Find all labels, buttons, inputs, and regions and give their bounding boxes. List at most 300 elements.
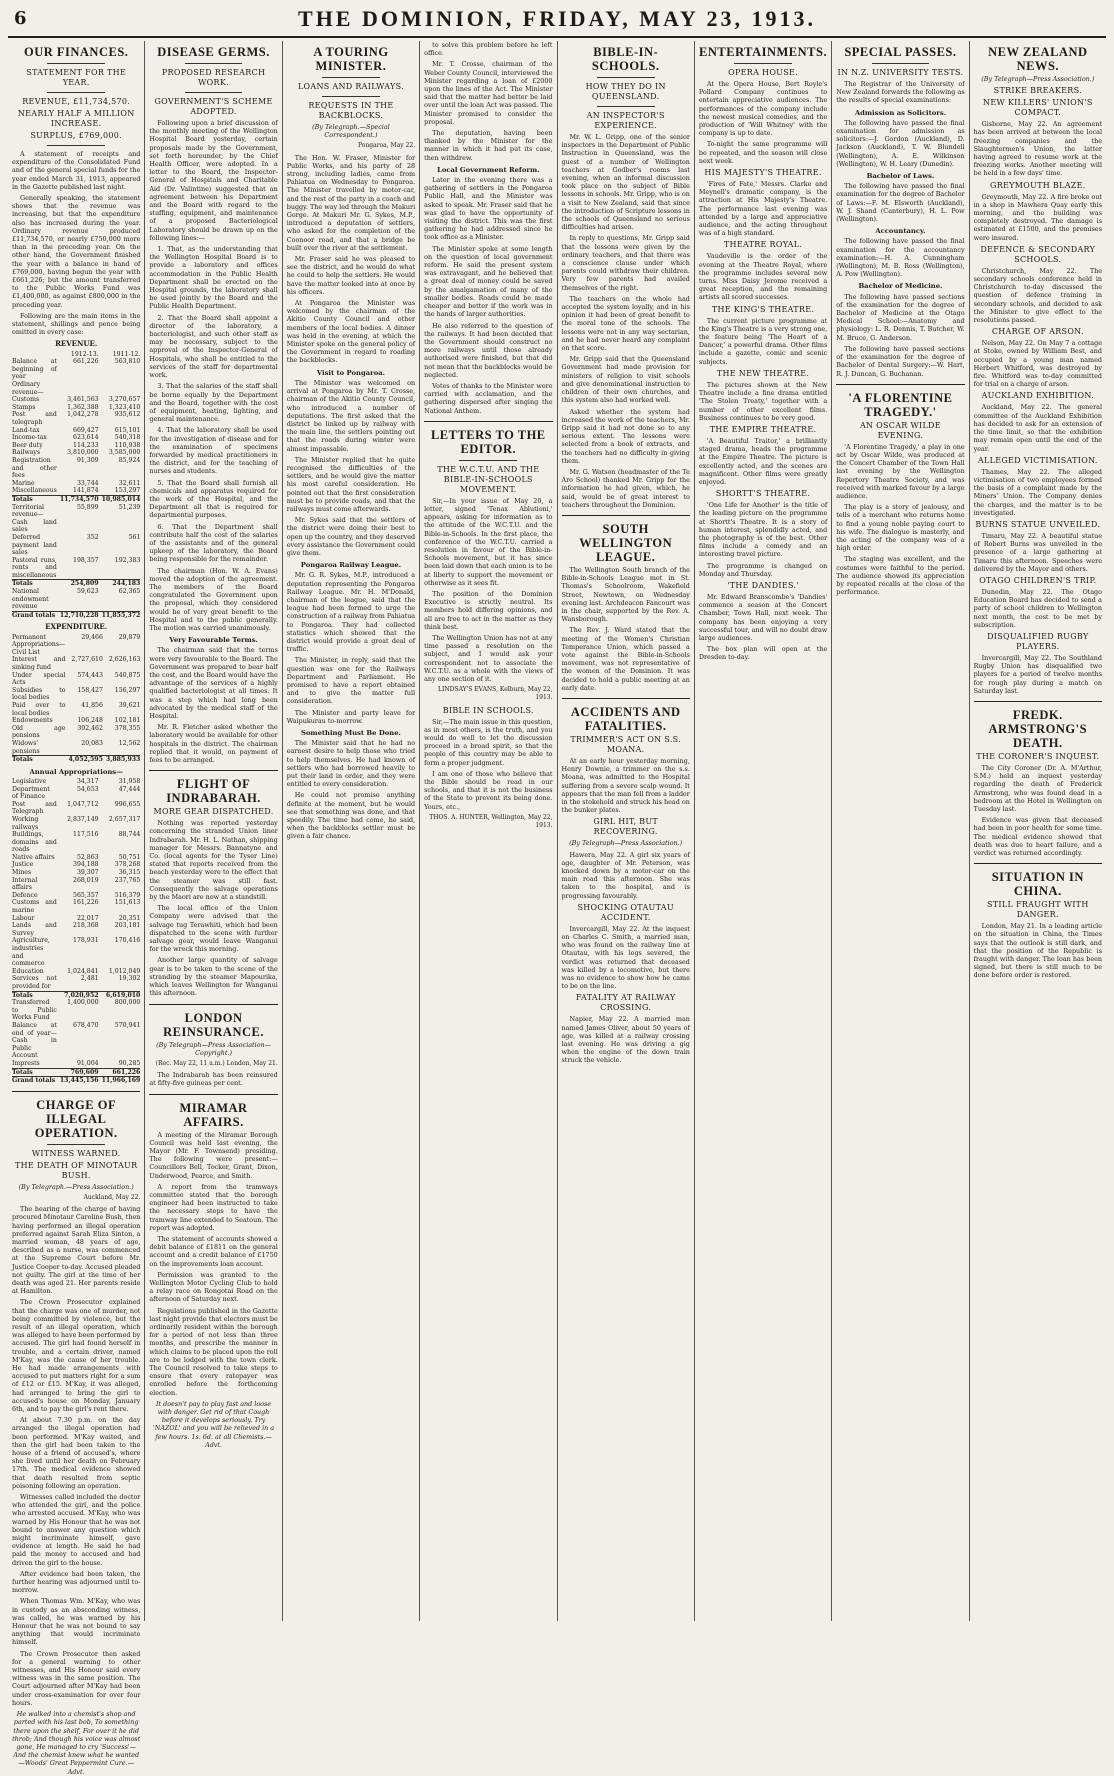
- table-row: [12, 899, 140, 914]
- row-value: 36,315: [118, 869, 141, 877]
- subheading: HIS MAJESTY'S THEATRE.: [704, 168, 822, 178]
- paragraph: The Registrar of the University of New Zealand forwards the following as the results of special examinations:: [836, 80, 965, 105]
- subheading: GIRL HIT, BUT RECOVERING.: [593, 817, 659, 837]
- headline: BIBLE-IN-SCHOOLS.: [591, 45, 660, 73]
- row-label: Legislative: [12, 777, 47, 785]
- row-value: 378,355: [114, 724, 141, 732]
- paragraph: Sir,—The main issue in this question, as in most others, is the truth, and you would do well to let the discussion proceed in a broad spirit, so that the people of this country may be able to form a proper judgment.: [424, 717, 553, 767]
- paragraph: Vaudeville is the order of the evening at the Theatre Royal, where the programme includes several new turns. Miss Daisy Jerome received a great reception, and the remaining artists all scored successes.: [698, 252, 828, 302]
- row-value: 178,931: [73, 937, 99, 945]
- table-row: [12, 854, 140, 862]
- subheading: THE EMPIRE THEATRE.: [709, 424, 817, 434]
- columns: [8, 41, 1106, 1776]
- column-header: 1912-13.: [70, 350, 99, 358]
- headline: SITUATION IN CHINA.: [991, 870, 1084, 899]
- row-value: 90,285: [118, 1059, 141, 1067]
- subheading: DISQUALIFIED RUGBY PLAYERS.: [987, 631, 1089, 651]
- article-body: [149, 1131, 277, 1397]
- subheading: SURPLUS, £769,000.: [30, 131, 123, 140]
- paragraph: The Hon. W. Fraser, Minister for Public Works, and his party of 28 strong, including ladies, came from Pahiatua on Wednesday to Pongaroa. The Minister travelled by motor-car, and the rest of the party in a coach and buggy. The way led through the Makuri Gorge. At Makuri Mr. G. Sykes, M.P., introduced a deputation of settlers, who asked for the completion of the Coonoor road, and that a bridge be built over the river at the settlement.: [286, 153, 416, 252]
- section-title: Admission as Solicitors.: [854, 108, 947, 117]
- row-value: 85,924: [118, 456, 141, 464]
- table-row: [12, 396, 140, 404]
- row-value: 12,710,228: [57, 611, 99, 619]
- row-value: 3,885,933: [103, 756, 140, 764]
- headline: DISEASE GERMS.: [157, 45, 270, 59]
- subheading: 'THE DANDIES.': [727, 580, 799, 590]
- paragraph: The Minister replied that he quite recognised the difficulties of the settlers, and he would give the matter his most careful consideration. He pointed out that the first consideration must be to provide roads, and that the railways must come afterwards.: [286, 455, 416, 513]
- subheading: GOVERNMENT'S SCHEME ADOPTED.: [154, 97, 273, 116]
- row-value: 158,427: [77, 686, 103, 694]
- section-title: Something Must Be Done.: [300, 729, 401, 738]
- article-body: [149, 819, 277, 997]
- article-body: [287, 571, 415, 725]
- article-body: [974, 468, 1102, 517]
- headline: 'A FLORENTINE TRAGEDY.': [848, 390, 953, 419]
- revenue-table: [12, 351, 140, 620]
- row-value: 59,623: [76, 588, 99, 596]
- paragraph: When Thomas Wm. M'Kay, who was in custody as an absconding witness, was called, he was warned by his Honour that he was not bound to say anything that would incriminate himself.: [12, 1597, 141, 1647]
- row-value: 669,427: [73, 426, 99, 434]
- table-row: [12, 534, 140, 557]
- byline: (By Telegraph—Press Association—Copyright.): [156, 1040, 272, 1057]
- paragraph: In reply to questions, Mr. Gripp said that the lessons were given by the ordinary teachers, and that there was a conscience clause under which parents could withdraw their children. Very few parents had availed themselves of the right.: [561, 234, 690, 292]
- paragraph: Mr. Edward Branscombe's 'Dandies' commence a season at the Concert Chamber, Town Hall, next week. The company has been enjoying a very successful tour, and will no doubt draw large audiences.: [698, 592, 828, 642]
- paragraph: The hearing of the charge of having procured Minotaur Caroline Bush, then having performed an illegal operation preferred against Sarah Eliza Sinton, a married woman, 48 years of age, described as a nurse, was commenced at the Supreme Court before Mr. Justice Cooper to-day. Accused pleaded not guilty. The girl at the time of her death was aged 21. Her parents reside at Hamilton.: [12, 1205, 141, 1296]
- headline: CHARGE OF ILLEGAL OPERATION.: [34, 1097, 118, 1140]
- article-body: [836, 182, 964, 223]
- subheading: NEARLY HALF A MILLION INCREASE.: [17, 109, 135, 128]
- row-value: 394,188: [73, 861, 99, 869]
- paragraph: The statement of accounts showed a debit balance of £1811 on the general account and a credit balance of £1750 on the improvements loan account.: [149, 1234, 278, 1268]
- row-label: Railways: [12, 449, 41, 457]
- paragraph: Mr. T. Crosse, chairman of the Weber County Council, interviewed the Minister regarding a loan of £2000 upon the lines of the Act. The Minister said that the matter had better be laid over until the loan Act was passed. The Minister promised to consider the proposal.: [424, 60, 553, 126]
- row-value: 4,052,595: [65, 756, 102, 764]
- row-value: 3,585,000: [108, 449, 141, 457]
- dateline: Pongaroa, May 22.: [358, 142, 416, 150]
- row-value: 565,357: [73, 891, 99, 899]
- paragraph: Timaru, May 22. A beautiful statue of Robert Burns was unveiled in the presence of a large gathering at Timaru this afternoon. Speeches were delivered by the Mayor and others.: [973, 531, 1102, 573]
- headline: LETTERS TO THE EDITOR.: [430, 427, 546, 456]
- table-row: [12, 656, 140, 671]
- row-value: 54,653: [76, 785, 99, 793]
- article-body: [699, 437, 827, 486]
- subheading: NEW KILLERS' UNION'S COMPACT.: [983, 98, 1093, 118]
- page-number: 6: [14, 8, 27, 29]
- subheading: THE CORONER'S INQUEST.: [976, 751, 1100, 761]
- table-row: [12, 557, 140, 580]
- headline: ENTERTAINMENTS.: [699, 45, 828, 59]
- paragraph: The following have passed the final examination for admission as solicitors:—J. Gordon (Auckland), D. Jackson (Auckland), T. W. Blundell (Wellington), A. E. Wilkinson (Wellington), W. H. Leary (Dunedin).: [836, 118, 965, 168]
- paragraph: 3. That the salaries of the staff shall be borne equally by the Department and the Board, together with the cost of equipment, heating, lighting, and general maintenance.: [149, 382, 278, 424]
- paragraph: A meeting of the Miramar Borough Council was held last evening, the Mayor (Mr. F. Townsend) presiding. The following were present:—Councillors Bell, Tocker, Grant, Dixon, Underwood, Pearce, and Smith.: [149, 1130, 278, 1180]
- article-body: [974, 588, 1102, 629]
- row-value: 55,899: [76, 503, 99, 511]
- table-row: [12, 1022, 140, 1060]
- table-row: [12, 861, 140, 869]
- section-title: Local Government Reform.: [437, 165, 540, 174]
- row-value: 39,307: [76, 869, 99, 877]
- table-title: Annual Appropriations—: [29, 767, 123, 776]
- table-row: [12, 740, 140, 756]
- paragraph: The staging was excellent, and the costumes were faithful to the period. The audience showed its appreciation by repeated recalls at the close of the performance.: [836, 555, 965, 597]
- row-value: 800,000: [114, 999, 141, 1007]
- subheading: SHORTT'S THEATRE.: [715, 489, 811, 499]
- paragraph: Evidence was given that deceased had been in poor health for some time. The medical evidence showed that death was due to heart failure, and a verdict was returned accordingly.: [973, 816, 1102, 857]
- paragraph: Gisborne, May 22. An agreement has been arrived at between the local freezing companies and the Slaughtermen's Union, the latter having agreed to resume work at the freezing works. Another meeting will be held in a few days' time.: [973, 120, 1102, 178]
- column-header: 1911-12.: [112, 350, 141, 358]
- row-label: Deferred payment land sales: [12, 533, 57, 557]
- article-body: [562, 1015, 690, 1064]
- article-body: [699, 317, 827, 366]
- row-value: 3,810,000: [67, 449, 99, 457]
- row-value: 153,297: [114, 487, 141, 495]
- row-value: 7,020,952: [57, 991, 99, 999]
- article-body: [836, 237, 964, 278]
- article-body: [974, 339, 1102, 388]
- row-value: 2,626,163: [108, 656, 141, 664]
- article-body: [699, 381, 827, 422]
- paragraph: He could not promise anything definite at the moment, but he would see that something was done, and that speedily. The time had come, he said, when the backblocks settler must be given a fair chance.: [286, 791, 416, 841]
- table-row: [12, 495, 140, 503]
- newspaper-title: THE DOMINION, FRIDAY, MAY 23, 1913.: [298, 6, 816, 31]
- paragraph: At Pongaroa the Minister was welcomed by the chairman of the Akitio County Council and other members of the local bodies. A dinner was held in the evening, at which the Minister spoke on the general policy of the Government in regard to roading the backblocks.: [286, 299, 416, 365]
- subheading: OTAGO CHILDREN'S TRIP.: [979, 575, 1097, 585]
- appropriations-table: [12, 778, 140, 1085]
- row-label: Registration and other fees: [12, 456, 57, 480]
- headline: FREDK. ARMSTRONG'S DEATH.: [988, 707, 1088, 750]
- article-body: [699, 180, 827, 237]
- row-value: 3,270,657: [108, 396, 141, 404]
- table-row: [12, 816, 140, 831]
- paragraph: After evidence had been taken, the further hearing was adjourned until to-morrow.: [12, 1569, 141, 1595]
- row-value: [99, 381, 141, 396]
- paragraph: Mr. G. R. Sykes, M.P., introduced a deputation representing the Pongaroa Railway League. Mr. H. M'Donald, chairman of the league, said that the league had been formed to urge the construction of a railway from Pahiatua to Pongaroa. They had collected statistics which showed that the district would provide a great deal of traffic.: [286, 571, 416, 654]
- row-value: 47,444: [118, 785, 141, 793]
- row-label: Old age pensions: [12, 724, 66, 740]
- paragraph: The following have passed sections of the examination for the degree of Bachelor of Medicine at the Otago Medical School:—Anatomy and physiology: L. R. Dennis, T. Butcher, W. M. Bruce, G. Anderson.: [836, 292, 965, 342]
- row-label: Services not provided for: [12, 975, 57, 990]
- section-title: Very Favourable Terms.: [169, 636, 258, 645]
- row-value: 392,462: [77, 724, 103, 732]
- paragraph: Greymouth, May 22. A fire broke out in a shop in Mawhera Quay early this morning, and the building was completely destroyed. The damage is estimated at £1500, and the premises were insured.: [973, 192, 1102, 242]
- dateline: (Rec. May 22, 11 a.m.) London, May 21.: [155, 1059, 278, 1067]
- row-label: Justice: [12, 861, 34, 869]
- subheading: THEATRE ROYAL.: [723, 240, 803, 250]
- paragraph: 'A Beautiful Traitor,' a brilliantly staged drama, heads the programme at the Empire Theatre. The picture is excellently acted, and the scenes are magnificent. Other films were greatly enjoyed.: [698, 436, 828, 486]
- row-value: 352: [86, 533, 99, 541]
- row-value: 1,024,841: [67, 967, 99, 975]
- table-row: [12, 480, 140, 488]
- row-value: 39,621: [118, 702, 141, 709]
- headline: LONDON REINSURANCE.: [163, 1010, 264, 1039]
- article-body: [424, 497, 552, 683]
- table-row: [12, 1060, 140, 1068]
- article-body: [562, 925, 690, 991]
- table-row: [12, 487, 140, 495]
- article-body: [12, 150, 140, 336]
- column-7: [832, 41, 969, 1621]
- subheading: DEFENCE & SECONDARY SCHOOLS.: [980, 244, 1096, 264]
- section-title: Bachelor of Laws.: [866, 172, 935, 181]
- article-body: [149, 646, 277, 764]
- row-value: 540,318: [114, 434, 141, 442]
- row-value: 237,765: [114, 876, 141, 884]
- table-row: [12, 786, 140, 801]
- row-label: Miscellaneous: [12, 487, 57, 495]
- row-value: 615,101: [114, 426, 141, 434]
- paragraph: Hawera, May 22. A girl six years of age, daughter of Mr. Peterson, was knocked down by a motor-car on the main road this afternoon. She was taken to the hospital, and is progressing favourably.: [561, 850, 690, 900]
- paragraph: Sir,—In your issue of May 20, a letter, signed 'Tenax Ablutioni,' appears, asking for information as to the attitude of the W.C.T.U. and the Bible-in-Schools. In the first place, the conference of the W.C.T.U. carried a resolution in favour of the Bible-in-Schools movement, but it has since been laid down that each union is to be at liberty to support the movement or otherwise as it sees fit.: [424, 496, 553, 587]
- subheading: OPERA HOUSE.: [728, 68, 798, 77]
- paragraph: Asked whether the system had increased the work of the teachers, Mr. Gripp said it had not done so to any serious extent. The lessons were selected from a book of extracts, and the teachers had no difficulty in giving them.: [561, 407, 690, 465]
- subheading: THE KING'S THEATRE.: [711, 304, 815, 314]
- column-5: [558, 41, 695, 1621]
- row-label: Endowments: [12, 717, 53, 725]
- row-value: 31,958: [118, 777, 141, 785]
- row-label: Customs: [12, 396, 40, 404]
- subheading: STILL FRAUGHT WITH DANGER.: [987, 900, 1089, 920]
- paragraph: Mr. Fraser said he was pleased to see the district, and he would do what he could to help the settlers. He would have the matter looked into at once by his officers.: [286, 255, 416, 296]
- paragraph: Nelson, May 22. On May 7 a cottage at Stoke, owned by William Best, and occupied by a young man named Herbert Whitford, was destroyed by fire. Whitford was to-day committed for trial on a charge of arson.: [973, 339, 1102, 389]
- headline: NEW ZEALAND NEWS.: [988, 45, 1088, 73]
- subheading: BURNS STATUE UNVEILED.: [975, 519, 1101, 529]
- row-value: 254,809: [57, 580, 99, 588]
- byline: (By Telegraph—Press Association.): [569, 839, 683, 848]
- paragraph: Later in the evening there was a gathering of settlers in the Pongaroa Public Hall, and the Minister was asked to speak. Mr. Fraser said that he was glad to have the opportunity of visiting the district. This was the first gathering he had addressed since he took office as a Minister.: [424, 176, 553, 242]
- subheading: BIBLE IN SCHOOLS.: [442, 705, 534, 715]
- article-body: [974, 922, 1102, 979]
- paragraph: At the Opera House, Bert Royle's Pollard Company continues to entertain appreciative audiences. The performances of the company include the newest musical comedies, and the production of 'Will Whitney' with the company is up to date.: [698, 80, 828, 138]
- row-label: Working railways: [12, 815, 39, 831]
- section-title: Visit to Pongaroa.: [316, 368, 385, 377]
- table-title: EXPENDITURE.: [45, 622, 108, 632]
- table-row: [12, 869, 140, 877]
- headline: SPECIAL PASSES.: [844, 45, 957, 59]
- expenditure-table: [12, 634, 140, 764]
- row-value: [57, 381, 99, 396]
- article-body: [836, 443, 964, 597]
- row-label: Buildings, domains and roads: [12, 831, 57, 854]
- row-label: Marine: [12, 479, 35, 487]
- headline: OUR FINANCES.: [23, 45, 129, 59]
- paragraph: To-night the same programme will be repeated, and the season will close next week.: [698, 140, 828, 165]
- paragraph: Thames, May 22. The alleged victimisation of two employees formed the basis of a complaint made by the Miners' Union. The Company denies the charges, and the matter is to be investigated.: [973, 467, 1102, 517]
- row-label: Imprests: [12, 1059, 40, 1067]
- table-row: [12, 580, 140, 588]
- row-value: 570,941: [114, 1021, 141, 1029]
- article-body: [149, 1071, 277, 1087]
- row-label: Balance at end of year—Cash in Public Account: [12, 1021, 57, 1060]
- paragraph: The play is a story of jealousy, and tells of a merchant who returns home to find a young noble paying court to his wife. The dialogue is masterly, and the acting of the company was of a high order.: [836, 503, 965, 553]
- paragraph: I am one of those who believe that the Bible should be read in our schools, and that it is not the business of the State to prevent its being done. Yours, etc.,: [424, 769, 553, 811]
- row-value: 996,655: [114, 800, 141, 808]
- subheading: FATALITY AT RAILWAY CROSSING.: [575, 993, 676, 1013]
- paragraph: The chairman (Hon. W. A. Evans) moved the adoption of the agreement. The members of the Board congratulated the Government upon the proposal, which they considered would be of very great benefit to the Hospital and to the public generally. The motion was carried unanimously.: [149, 566, 278, 632]
- row-label: Stamps: [12, 403, 36, 411]
- row-label: Post and Telegraph: [12, 800, 57, 816]
- row-value: 2,727,610: [71, 656, 103, 664]
- subheading: AN INSPECTOR'S EXPERIENCE.: [586, 111, 665, 130]
- row-value: 41,856: [81, 702, 103, 709]
- column-1: [8, 41, 145, 1776]
- paragraph: Mr. Gripp said that the Queensland Government had made provision for ministers of religion to visit schools and give denominational instruction to children of their own churches, and this system also had worked well.: [561, 355, 690, 405]
- article-body: [562, 851, 690, 900]
- row-value: 156,297: [114, 686, 141, 694]
- row-value: 192,383: [114, 556, 141, 564]
- byline: (By Telegraph.—Special Correspondent.): [312, 123, 390, 140]
- table-row: [12, 1077, 140, 1085]
- row-value: 623,614: [73, 434, 99, 442]
- paragraph: The chairman said that the terms were very favourable to the Board. The Government was prepared to bear half the cost, and the Board would have the advantage of the services of a highly qualified bacteriologist at all times. It was a step which had long been advocated by the medical staff of the Hospital.: [149, 646, 278, 721]
- row-label: Mines: [12, 869, 32, 877]
- paragraph: Another large quantity of salvage gear is to be taken to the scene of the stranding by the steamer Mapourika, which leaves Wellington for Wanganui this afternoon.: [149, 956, 278, 998]
- paragraph: The box plan will open at the Dresden to-day.: [698, 645, 828, 662]
- subheading: PROPOSED RESEARCH WORK.: [161, 68, 266, 87]
- table-row: [12, 999, 140, 1022]
- row-label: Totals: [12, 580, 57, 588]
- paragraph: Mr. R. Fletcher asked whether the laboratory would be available for other hospitals in the district. The chairman replied that it would, on payment of fees to be arranged.: [149, 723, 278, 765]
- row-value: 11,966,169: [99, 1077, 141, 1085]
- paragraph: 6. That the Department shall contribute half the cost of the salaries of the assistants and of the general upkeep of the laboratory, the Board being responsible for the remainder.: [149, 522, 278, 564]
- section-title: Pongaroa Railway League.: [300, 561, 402, 570]
- row-value: 11,734,570: [57, 495, 99, 503]
- row-value: 20,083: [81, 739, 103, 747]
- paragraph: 1. That, as the understanding that the Wellington Hospital Board is to provide a laboratory and offices accommodation in the Public Health Department shall be erected on the Hospital grounds, the laboratory shall be used jointly by the Board and the Public Health Department.: [149, 245, 278, 311]
- headline: FLIGHT OF INDRABARAH.: [166, 777, 261, 806]
- row-label: Transferred to Public Works Fund: [12, 999, 57, 1022]
- headline: SOUTH WELLINGTON LEAGUE.: [579, 521, 673, 564]
- paragraph: Mr. Sykes said that the settlers of the district were doing their best to open up the country, and they deserved every assistance the Government could give them.: [286, 516, 416, 557]
- subheading: REVENUE, £11,734,570.: [22, 97, 131, 106]
- column-8: [970, 41, 1106, 1621]
- row-label: Agriculture, industries and commerce: [12, 937, 50, 968]
- subheading: REQUESTS IN THE BACKBLOCKS.: [308, 101, 394, 120]
- paragraph: Invercargill, May 22. At the inquest on Charles C. Smith, a married man, who was found on the railway line at Otautau, with his legs severed, the verdict was returned that deceased was killed by a locomotive, but there was no evidence to show how he came to be on the line.: [561, 924, 690, 991]
- subheading: WITNESS WARNED.: [31, 1148, 121, 1158]
- table-row: [12, 427, 140, 435]
- subheading: LOANS AND RAILWAYS.: [297, 82, 404, 91]
- row-label: National endowment revenue: [12, 588, 49, 611]
- row-value: 563,810: [114, 358, 141, 366]
- row-value: 62,365: [118, 588, 141, 596]
- article-body: [562, 757, 690, 814]
- paragraph: The Indrabarah has been reinsured at fifty-five guineas per cent.: [149, 1071, 278, 1088]
- byline: (By Telegraph.—Press Association.): [18, 1182, 134, 1191]
- paragraph: The Minister and party leave for Waipukurau to-morrow.: [286, 708, 416, 725]
- article-body: [149, 119, 277, 632]
- paragraph: Invercargill, May 22. The Southland Rugby Union has disqualified two players for a period of twelve months for rough play during a match on Saturday last.: [973, 653, 1102, 695]
- row-value: 378,268: [114, 861, 141, 869]
- article-body: [974, 532, 1102, 573]
- paragraph: A report from the tramways committee stated that the borough engineer had been instructed to take the necessary steps to have the tramway line extended to Seatoun. The report was adopted.: [149, 1182, 278, 1232]
- subheading: THE W.C.T.U. AND THE BIBLE-IN-SCHOOLS MOVEMENT.: [437, 464, 540, 494]
- paragraph: The Rev. J. Ward stated that the meeting of the Women's Christian Temperance Union, which passed a vote against the Bible-in-Schools movement, was not representative of the women of the Dominion. It was decided to hold a public meeting at an early date.: [561, 626, 690, 692]
- section-title: Bachelor of Medicine.: [858, 282, 943, 291]
- subheading: TRIMMER'S ACT ON S.S. MOANA.: [570, 734, 682, 754]
- row-value: 1,323,410: [108, 403, 141, 411]
- table-row: [12, 915, 140, 923]
- table-row: [12, 831, 140, 854]
- table-row: [12, 457, 140, 480]
- row-label: Labour: [12, 914, 35, 922]
- paragraph: The Crown Prosecutor then asked for a general warning to other witnesses, and His Honour said every witness was in the same position. The Court adjourned after M'Kay had been under cross-examination for over four hours.: [12, 1649, 141, 1707]
- paragraph: The Wellington South branch of the Bible-in-Schools League met in St. Thomas's Schoolroom, Wakefield Street, Newtown, on Wednesday evening last. Archdeacon Fancourt was in the chair, supported by the Rev. A. Wansborough.: [561, 565, 690, 624]
- subheading: THE DEATH OF MINOTAUR BUSH.: [14, 1160, 138, 1180]
- row-value: 561: [128, 533, 141, 541]
- paragraph: At an early hour yesterday morning, Henry Downie, a trimmer on the s.s. Moana, was admitted to the Hospital suffering from a severe scalp wound. It appears that the man fell from a ladder in the stokehold and struck his head on the bunker plates.: [561, 756, 690, 815]
- row-value: 151,613: [114, 899, 141, 907]
- row-value: 10,985,014: [99, 495, 141, 503]
- paragraph: The Minister was welcomed on arrival at Pongaroa by Mr. T. Crosse, chairman of the Akitio County Council, who introduced a number of deputations. The first asked that the district be linked up by railway with the main line, the settlers pointing out that the roads during winter were almost impassable.: [286, 378, 416, 453]
- row-label: Department of Finance: [12, 785, 50, 801]
- table-row: [12, 381, 140, 396]
- row-label: Customs and marine: [12, 899, 57, 915]
- article-body: [424, 718, 552, 811]
- row-value: 11,855,372: [99, 611, 141, 619]
- row-label: Widows' pensions: [12, 739, 40, 755]
- row-value: 29,879: [118, 633, 141, 641]
- table-row: [12, 725, 140, 740]
- row-value: 574,443: [77, 671, 103, 679]
- article-body: [836, 293, 964, 378]
- subheading: STRIKE BREAKERS.: [993, 86, 1082, 96]
- paragraph: Regulations published in the Gazette last night provide that electors must be ordinarily resident within the borough for a period of not less than three months, and prescribe the manner in which claims to be placed upon the roll are to be lodged with the town clerk. The Council resolved to take steps to ensure that every ratepayer was enrolled before the forthcoming election.: [149, 1306, 278, 1397]
- row-value: 50,751: [118, 853, 141, 861]
- table-row: [12, 687, 140, 702]
- row-label: Lands and Survey: [12, 922, 57, 937]
- headline: A TOURING MINISTER.: [313, 45, 389, 73]
- table-row: [12, 922, 140, 937]
- row-value: 106,248: [77, 717, 103, 725]
- table-row: [12, 778, 140, 786]
- table-row: [12, 1068, 140, 1077]
- article-body: [562, 566, 690, 692]
- paragraph: Following are the main items in the statement, shillings and pence being omitted in every case:: [12, 311, 141, 337]
- paragraph: 5. That the Board shall furnish all chemicals and apparatus required for the work of the Hospital, and the Department all that is required for departmental purposes.: [149, 478, 278, 520]
- row-value: 141,874: [73, 487, 99, 495]
- table-row: [12, 634, 140, 657]
- paragraph: The Wellington Union has not at any time passed a resolution on the subject, and I would ask your correspondent not to associate the W.C.T.U. as a whole with the views of any one section of it.: [424, 633, 553, 683]
- table-row: [12, 937, 140, 967]
- advertisement: He walked into a chemist's shop and parted with his last bob, To something there upon the shelf, For over it he did throb; And though his voice was almost gone, He managed to cry 'Success'—And the chemist knew what he wanted—Woods' Great Peppermint Cure.—Advt.: [12, 1710, 141, 1776]
- row-value: 244,183: [99, 580, 141, 588]
- table-row: [12, 801, 140, 816]
- row-label: Ordinary revenue—: [12, 381, 44, 396]
- row-value: 661,226: [99, 1068, 141, 1077]
- paragraph: Nothing was reported yesterday concerning the stranded Union liner Indrabarah. Mr. H. L. Nathan, shipping manager for Messrs. Bannatyne and Co. (local agents for the Tyser Line) stated that reports received from the beach yesterday were to the effect that the steamer was still fast. Consequently the salvage operations by the Maori are now at a standstill.: [149, 819, 278, 902]
- paragraph: 'One Life for Another' is the title of the leading picture on the programme at Shortt's Theatre. It is a story of human interest, splendidly acted, and the photography is of the best. Other films include a comedy and an interesting travel picture.: [698, 501, 828, 559]
- table-row: [12, 611, 140, 619]
- paragraph: The Minister, in reply, said that the question was one for the Railways Department and Parliament. He promised to have a report obtained and to give the matter full consideration.: [286, 656, 416, 706]
- paragraph: London, May 21. In a leading article on the situation in China, the Times says that the outlook is still dark, and that the position of the Republic is fraught with danger. The loan has been signed, but there is still much to be done before order is restored.: [973, 922, 1102, 980]
- row-value: 161,226: [73, 899, 99, 907]
- paragraph: The programme is changed on Monday and Thursday.: [698, 561, 828, 578]
- row-value: 52,863: [76, 853, 99, 861]
- table-row: [12, 975, 140, 991]
- paragraph: The Crown Prosecutor explained that the charge was one of murder, not being committed by violence, but the result of an illegal operation, which was alleged to have been performed by accused. The girl had found herself in trouble, and a certain driver, named M'Kay, was the cause of her trouble. He had made arrangements with accused to put matters right for a sum of £12 or £15. M'Kay, it was alleged, had arranged to bring the girl to accused's house on Monday, January 6th, and to pay the girl's rent there.: [12, 1298, 141, 1413]
- row-value: 540,875: [114, 671, 141, 679]
- row-value: 268,019: [73, 876, 99, 884]
- row-value: 22,017: [76, 914, 99, 922]
- article-body: [974, 403, 1102, 452]
- subheading: AUCKLAND EXHIBITION.: [981, 391, 1095, 401]
- dateline: Auckland, May 22.: [83, 1193, 141, 1201]
- subheading: STATEMENT FOR THE YEAR.: [26, 68, 127, 87]
- paragraph: Auckland, May 22. The general committee of the Auckland Exhibition has decided to ask for an extension of the time limit, so that the exhibition may remain open until the end of the year.: [973, 403, 1102, 453]
- row-value: 13,445,156: [57, 1077, 99, 1085]
- paragraph: Following upon a brief discussion of the monthly meeting of the Wellington Hospital Board yesterday, certain proposals made by the Government, set forth hereunder, by the Chief Health Officer, were adopted. In a letter to the Board, the Inspector-General of Hospitals and Charitable Aid (Dr. Valintine) suggested that an agreement between his Department and the Board with regard to the staffing, equipment, and maintenance of a proposed Bacteriological Laboratory should be drawn up on the following lines:—: [149, 119, 278, 242]
